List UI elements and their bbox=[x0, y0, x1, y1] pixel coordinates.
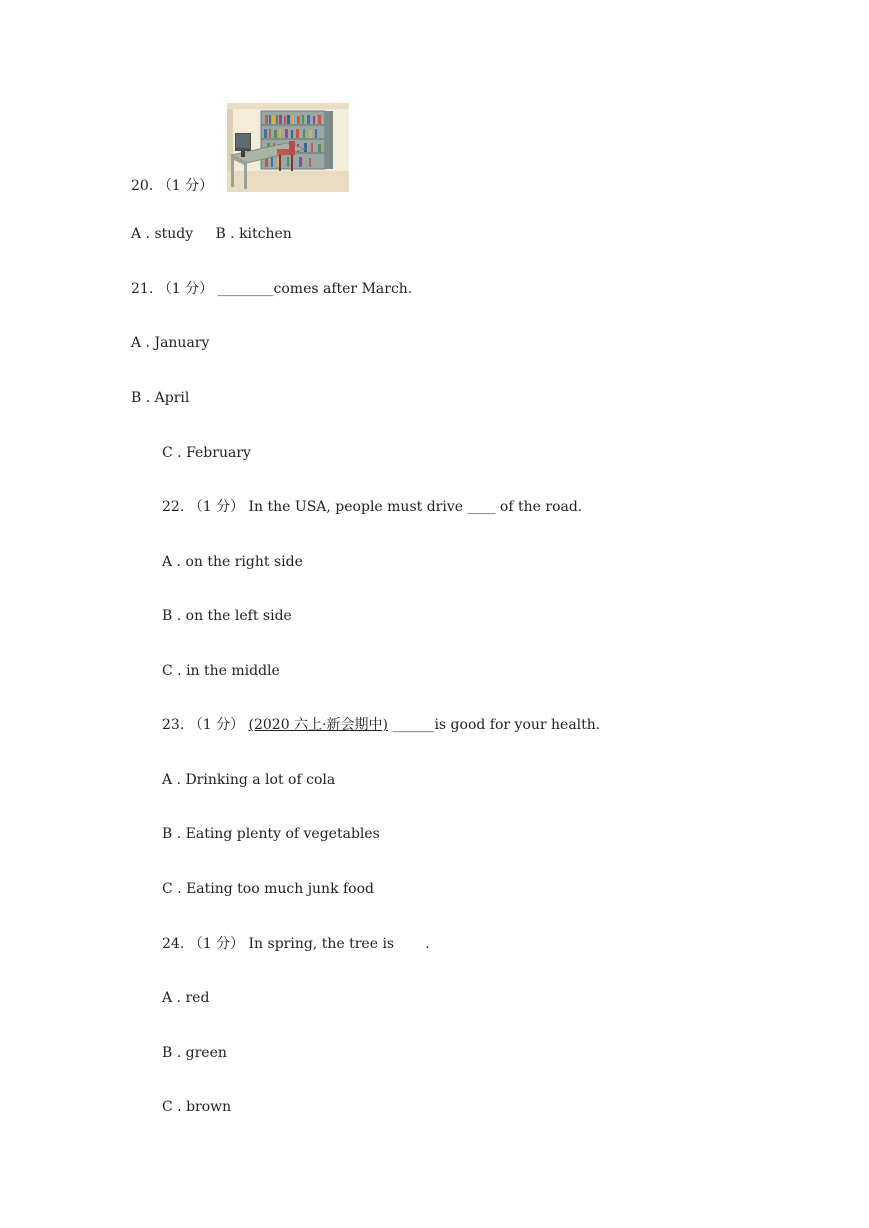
q23-option-a[interactable]: A . Drinking a lot of cola bbox=[162, 772, 336, 788]
q23-score: （1 分） bbox=[188, 717, 245, 733]
q21-option-c[interactable]: C . February bbox=[162, 445, 251, 461]
q23-source-link[interactable]: (2020 六上·新会期中) bbox=[248, 717, 388, 733]
q21-option-a[interactable]: A . January bbox=[131, 335, 210, 351]
q20-option-a[interactable]: A . study bbox=[131, 226, 194, 242]
q23-header bbox=[162, 716, 600, 734]
q24-header bbox=[162, 935, 430, 953]
q23-option-c[interactable]: C . Eating too much junk food bbox=[162, 881, 375, 897]
q20-option-b[interactable]: B . kitchen bbox=[215, 226, 292, 242]
q20-options bbox=[131, 225, 292, 243]
q24-option-c[interactable]: C . brown bbox=[162, 1099, 232, 1115]
q22-number: 22. bbox=[162, 499, 185, 515]
q24-option-b[interactable]: B . green bbox=[162, 1045, 227, 1061]
q21-score: （1 分） bbox=[157, 281, 214, 297]
q22-stem: In the USA, people must drive ____ of the road. bbox=[248, 499, 583, 515]
q24-stem: In spring, the tree is . bbox=[248, 936, 430, 952]
q22-option-a[interactable]: A . on the right side bbox=[162, 554, 303, 570]
q23-option-b[interactable]: B . Eating plenty of vegetables bbox=[162, 826, 380, 842]
q21-header bbox=[131, 280, 412, 298]
q22-header bbox=[162, 498, 582, 516]
q21-stem: ________comes after March. bbox=[217, 281, 413, 297]
q22-score: （1 分） bbox=[188, 499, 245, 515]
q20-header bbox=[131, 177, 213, 195]
q21-number: 21. bbox=[131, 281, 154, 297]
q23-stem: ______is good for your health. bbox=[392, 717, 601, 733]
q23-number: 23. bbox=[162, 717, 185, 733]
study-room-image bbox=[227, 103, 349, 192]
q24-number: 24. bbox=[162, 936, 185, 952]
q24-score: （1 分） bbox=[188, 936, 245, 952]
q20-score: （1 分） bbox=[157, 178, 214, 194]
q22-option-c[interactable]: C . in the middle bbox=[162, 663, 280, 679]
q20-number: 20. bbox=[131, 178, 154, 194]
q24-option-a[interactable]: A . red bbox=[162, 990, 210, 1006]
q21-option-b[interactable]: B . April bbox=[131, 390, 190, 406]
q22-option-b[interactable]: B . on the left side bbox=[162, 608, 292, 624]
